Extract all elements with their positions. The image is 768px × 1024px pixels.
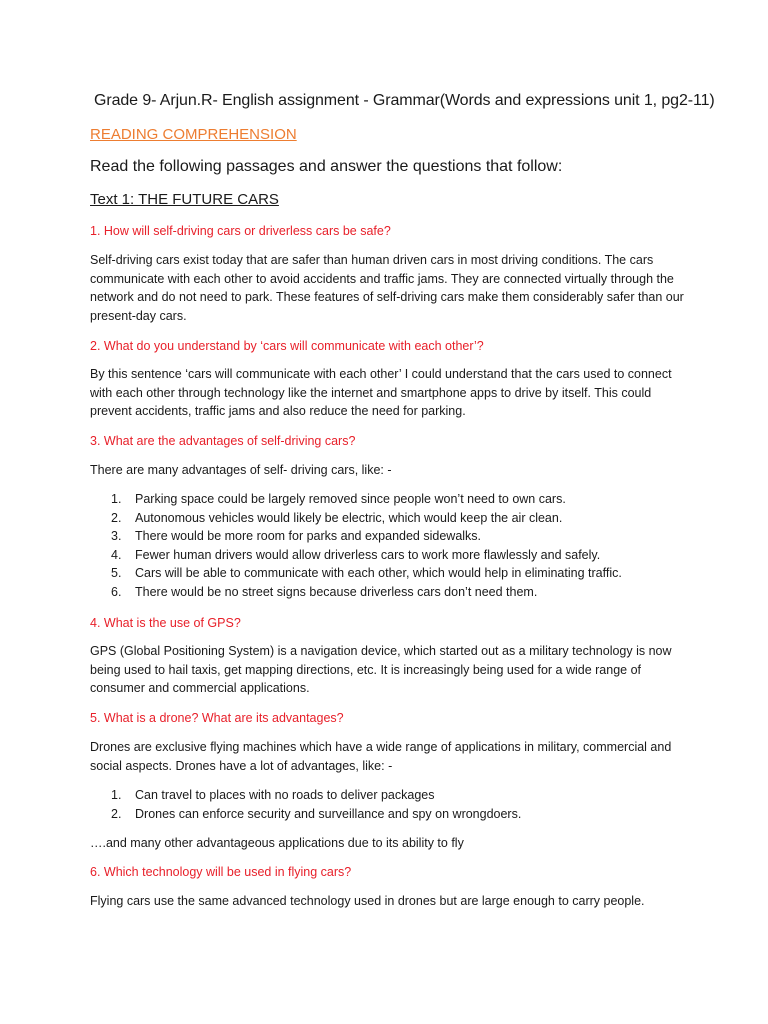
list-number: 4. — [111, 547, 122, 562]
list-item — [90, 546, 690, 565]
answer-1: Self-driving cars exist today that are safer than human driven cars in most driving conditions. The cars communicate with each other to avoid accidents and traffic jams. They are connected virtually through the network and do not need to park. These features of self-driving cars make them considerably safer than our present-day cars. — [90, 253, 684, 324]
list-item — [90, 786, 690, 805]
question-3: 3. What are the advantages of self-driving cars? — [90, 434, 356, 448]
list-item — [90, 583, 690, 602]
list-text: There would be no street signs because driverless cars don’t need them. — [135, 584, 538, 599]
answer-6: Flying cars use the same advanced technology used in drones but are large enough to carry people. — [90, 894, 645, 908]
drone-advantages-list — [90, 786, 690, 823]
answer-4: GPS (Global Positioning System) is a navigation device, which started out as a military technology is now being used to hail taxis, get mapping directions, etc. It is increasingly being used for a wide range of consumer and commercial applications. — [90, 644, 672, 696]
list-number: 6. — [111, 584, 122, 599]
answer-5: Drones are exclusive flying machines which have a wide range of applications in military, commercial and social aspects. Drones have a lot of advantages, like: - — [90, 740, 672, 773]
list-text: Fewer human drivers would allow driverless cars to work more flawlessly and safely. — [135, 547, 601, 562]
list-text: Parking space could be largely removed since people won’t need to own cars. — [135, 492, 566, 506]
list-number: 2. — [111, 510, 122, 525]
advantages-list — [90, 490, 690, 602]
question-5: 5. What is a drone? What are its advantages? — [90, 711, 344, 725]
list-number: 1. — [111, 788, 122, 802]
list-text: Can travel to places with no roads to deliver packages — [135, 788, 435, 802]
text-title: Text 1: THE FUTURE CARS — [90, 191, 279, 208]
list-number: 3. — [111, 529, 122, 544]
list-number: 1. — [111, 492, 122, 506]
question-6: 6. Which technology will be used in flying cars? — [90, 865, 352, 879]
list-item — [90, 564, 690, 583]
answer-3: There are many advantages of self- driving cars, like: - — [90, 463, 392, 477]
list-text: There would be more room for parks and expanded sidewalks. — [135, 529, 482, 544]
question-1: 1. How will self-driving cars or driverless cars be safe? — [90, 224, 391, 238]
list-item — [90, 805, 690, 824]
list-text: Autonomous vehicles would likely be electric, which would keep the air clean. — [135, 510, 563, 525]
question-4: 4. What is the use of GPS? — [90, 616, 241, 630]
list-text: Drones can enforce security and surveillance and spy on wrongdoers. — [135, 806, 522, 821]
list-item — [90, 527, 690, 546]
list-item — [90, 490, 690, 509]
section-heading: READING COMPREHENSION — [90, 126, 297, 143]
list-text: Cars will be able to communicate with each other, which would help in eliminating traffic. — [135, 566, 622, 581]
list-item — [90, 509, 690, 528]
answer-2: By this sentence ‘cars will communicate with each other’ I could understand that the cars used to connect with each other through technology like the internet and smartphone apps to drive by itself. This could prevent accidents, traffic jams and also reduce the need for parking. — [90, 367, 672, 419]
answer-5-continued: ….and many other advantageous applications due to its ability to fly — [90, 836, 464, 850]
question-2: 2. What do you understand by ‘cars will communicate with each other’? — [90, 339, 484, 353]
instruction-text: Read the following passages and answer the questions that follow: — [90, 158, 563, 175]
list-number: 2. — [111, 806, 122, 821]
list-number: 5. — [111, 566, 122, 581]
document-title: Grade 9- Arjun.R- English assignment - Grammar(Words and expressions unit 1, pg2-11) — [94, 92, 715, 109]
